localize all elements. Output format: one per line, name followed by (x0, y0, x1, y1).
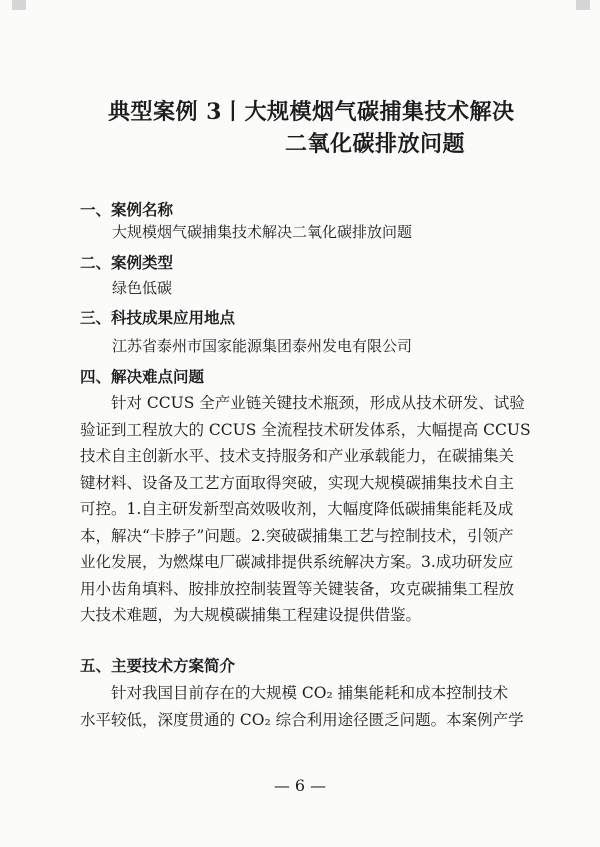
scan-mark-left (12, 0, 26, 10)
section-heading-problems-solved: 四、解决难点问题 (80, 368, 205, 386)
paragraph-line: 技术自主创新水平、技术支持服务和产业承载能力，在碳捕集关 (80, 447, 515, 465)
paragraph-line: 可控。1.自主研发新型高效吸收剂，大幅度降低碳捕集能耗及成 (80, 500, 514, 518)
paragraph-line: 针对 CCUS 全产业链关键技术瓶颈，形成从技术研发、试验 (111, 394, 525, 412)
paragraph-line: 键材料、设备及工艺方面取得突破，实现大规模碳捕集技术自主 (80, 473, 515, 492)
document-title-line-2: 二氧化碳排放问题 (285, 131, 466, 157)
section-heading-case-type: 二、案例类型 (80, 254, 174, 272)
document-title-line-1: 典型案例 3丨大规模烟气碳捕集技术解决 (108, 99, 515, 125)
scan-mark-right (576, 0, 590, 10)
paragraph-line: 水平较低，深度贯通的 CO₂ 综合利用途径匮乏问题。本案例产学 (80, 710, 524, 729)
paragraph-line: 大技术难题，为大规模碳捕集工程建设提供借鉴。 (80, 606, 422, 624)
page-number: — 6 — (273, 776, 327, 795)
paragraph-line: 验证到工程放大的 CCUS 全流程技术研发体系，大幅提高 CCUS (80, 420, 531, 439)
section-paragraph-technical-solution (80, 680, 526, 733)
paragraph-line: 本，解决“卡脖子”问题。2.突破碳捕集工艺与控制技术，引领产 (80, 526, 514, 545)
paragraph-line: 业化发展，为燃煤电厂碳减排提供系统解决方案。3.成功研发应 (80, 553, 514, 571)
section-text-case-name: 大规模烟气碳捕集技术解决二氧化碳排放问题 (112, 223, 413, 241)
section-heading-application-location: 三、科技成果应用地点 (80, 309, 236, 327)
paragraph-line: 针对我国目前存在的大规模 CO₂ 捕集能耗和成本控制技术 (111, 684, 509, 702)
paragraph-line: 用小齿角填料、胺排放控制装置等关键装备，攻克碳捕集工程放 (80, 579, 515, 598)
section-heading-technical-solution: 五、主要技术方案简介 (80, 657, 236, 675)
section-paragraph-problems-solved (80, 390, 531, 629)
section-text-case-type: 绿色低碳 (112, 279, 173, 297)
section-heading-case-name: 一、案例名称 (80, 201, 174, 219)
section-text-application-location: 江苏省泰州市国家能源集团泰州发电有限公司 (112, 337, 413, 355)
